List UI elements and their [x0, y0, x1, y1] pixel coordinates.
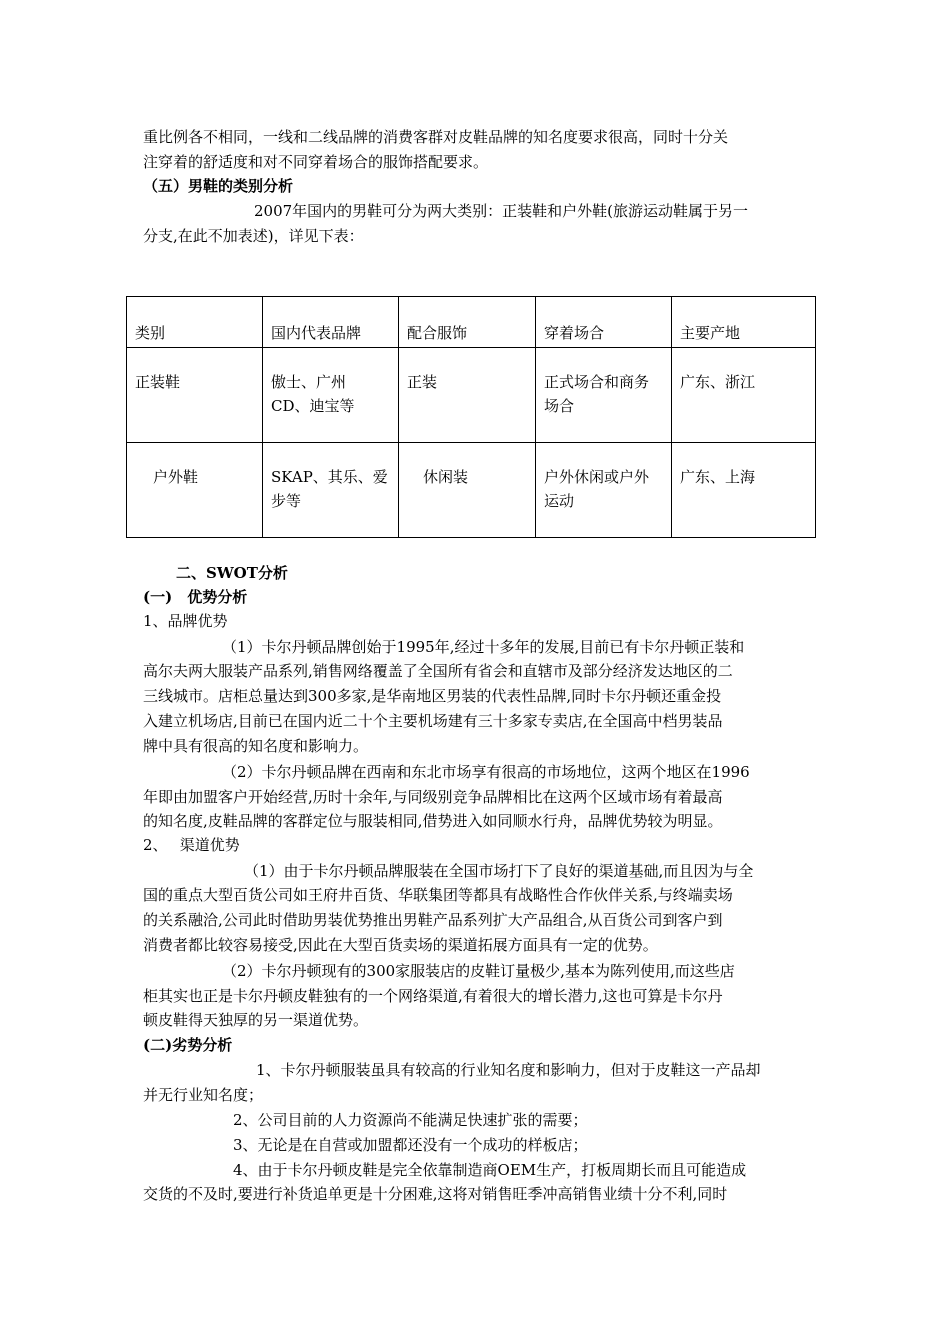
paragraph-line: 的关系融洽,公司此时借助男装优势推出男鞋产品系列扩大产品组合,从百货公司到客户到	[143, 911, 723, 929]
paragraph-line: 1、卡尔丹顿服装虽具有较高的行业知名度和影响力，但对于皮鞋这一产品却	[256, 1061, 761, 1079]
cell-line: 傲士、广州	[271, 373, 347, 391]
paragraph-line: 顿皮鞋得天独厚的另一渠道优势。	[143, 1011, 369, 1029]
cell-line: 场合	[544, 397, 575, 415]
table-cell-origin: 广东、上海	[672, 443, 816, 538]
cell-line: CD、迪宝等	[271, 397, 355, 415]
paragraph-line: 消费者都比较容易接受,因此在大型百货卖场的渠道拓展方面具有一定的优势。	[143, 936, 658, 954]
paragraph-line: （1）由于卡尔丹顿品牌服装在全国市场打下了良好的渠道基础,而且因为与全	[244, 862, 754, 880]
paragraph-line: 3、无论是在自营或加盟都还没有一个成功的样板店；	[233, 1136, 588, 1154]
table-cell-origin: 广东、浙江	[672, 348, 816, 443]
section-heading: (一) 优势分析	[143, 588, 248, 606]
table-row	[127, 443, 816, 538]
table-cell-occasion	[536, 443, 672, 538]
paragraph-line: 牌中具有很高的知名度和影响力。	[143, 737, 369, 755]
table-cell-occasion	[536, 348, 672, 443]
table-cell-brands	[263, 348, 399, 443]
section-heading: （五）男鞋的类别分析	[143, 177, 294, 195]
paragraph-line: 的知名度,皮鞋品牌的客群定位与服装相同,借势进入如同顺水行舟，品牌优势较为明显。	[143, 812, 723, 830]
paragraph-line: 三线城市。店柜总量达到300多家,是华南地区男装的代表性品牌,同时卡尔丹顿还重金投	[143, 687, 722, 705]
cell-line: 运动	[544, 492, 575, 510]
table-row	[127, 348, 816, 443]
chapter-heading: 二、SWOT分析	[176, 564, 288, 582]
cell-line: 户外休闲或户外	[544, 468, 650, 486]
paragraph-line: 注穿着的舒适度和对不同穿着场合的服饰搭配要求。	[143, 153, 489, 171]
paragraph-line: 交货的不及时,要进行补货追单更是十分困难,这将对销售旺季冲高销售业绩十分不利,同时	[143, 1185, 728, 1203]
cell-line: 步等	[271, 492, 302, 510]
subsection-heading: 2、 渠道优势	[143, 836, 240, 854]
section-heading: (二)劣势分析	[143, 1036, 233, 1054]
shoe-category-table	[126, 296, 816, 538]
paragraph-line: 2007年国内的男鞋可分为两大类别：正装鞋和户外鞋(旅游运动鞋属于另一	[254, 202, 749, 220]
table-header-cell: 国内代表品牌	[263, 297, 399, 348]
paragraph-line: 年即由加盟客户开始经营,历时十余年,与同级别竞争品牌相比在这两个区域市场有着最高	[143, 788, 723, 806]
table-cell-category: 正装鞋	[127, 348, 263, 443]
paragraph-line: 2、公司目前的人力资源尚不能满足快速扩张的需要；	[233, 1111, 588, 1129]
paragraph-line: 柜其实也正是卡尔丹顿皮鞋独有的一个网络渠道,有着很大的增长潜力,这也可算是卡尔丹	[143, 987, 723, 1005]
table-header-cell: 穿着场合	[536, 297, 672, 348]
paragraph-line: 分支,在此不加表述)，详见下表：	[143, 227, 364, 245]
table-header-cell: 配合服饰	[399, 297, 536, 348]
paragraph-line: 高尔夫两大服装产品系列,销售网络覆盖了全国所有省会和直辖市及部分经济发达地区的二	[143, 662, 733, 680]
paragraph-line: 4、由于卡尔丹顿皮鞋是完全依靠制造商OEM生产，打板周期长而且可能造成	[233, 1161, 747, 1179]
table-header-row	[127, 297, 816, 348]
table-header-cell: 主要产地	[672, 297, 816, 348]
table-cell-category: 户外鞋	[127, 443, 263, 538]
subsection-heading: 1、品牌优势	[143, 612, 228, 630]
paragraph-line: 重比例各不相同，一线和二线品牌的消费客群对皮鞋品牌的知名度要求很高，同时十分关	[143, 128, 729, 146]
paragraph-line: 并无行业知名度；	[143, 1086, 264, 1104]
cell-line: 正式场合和商务	[544, 373, 650, 391]
paragraph-line: （2）卡尔丹顿品牌在西南和东北市场享有很高的市场地位，这两个地区在1996	[222, 763, 750, 781]
table-cell-apparel: 休闲装	[399, 443, 536, 538]
paragraph-line: 入建立机场店,目前已在国内近二十个主要机场建有三十多家专卖店,在全国高中档男装品	[143, 712, 723, 730]
table-header-cell: 类别	[127, 297, 263, 348]
table-cell-brands	[263, 443, 399, 538]
paragraph-line: （1）卡尔丹顿品牌创始于1995年,经过十多年的发展,目前已有卡尔丹顿正装和	[222, 638, 745, 656]
paragraph-line: （2）卡尔丹顿现有的300家服装店的皮鞋订量极少,基本为陈列使用,而这些店	[222, 962, 735, 980]
paragraph-line: 国的重点大型百货公司如王府井百货、华联集团等都具有战略性合作伙伴关系,与终端卖场	[143, 886, 733, 904]
table-cell-apparel: 正装	[399, 348, 536, 443]
cell-line: SKAP、其乐、爱	[271, 468, 388, 486]
